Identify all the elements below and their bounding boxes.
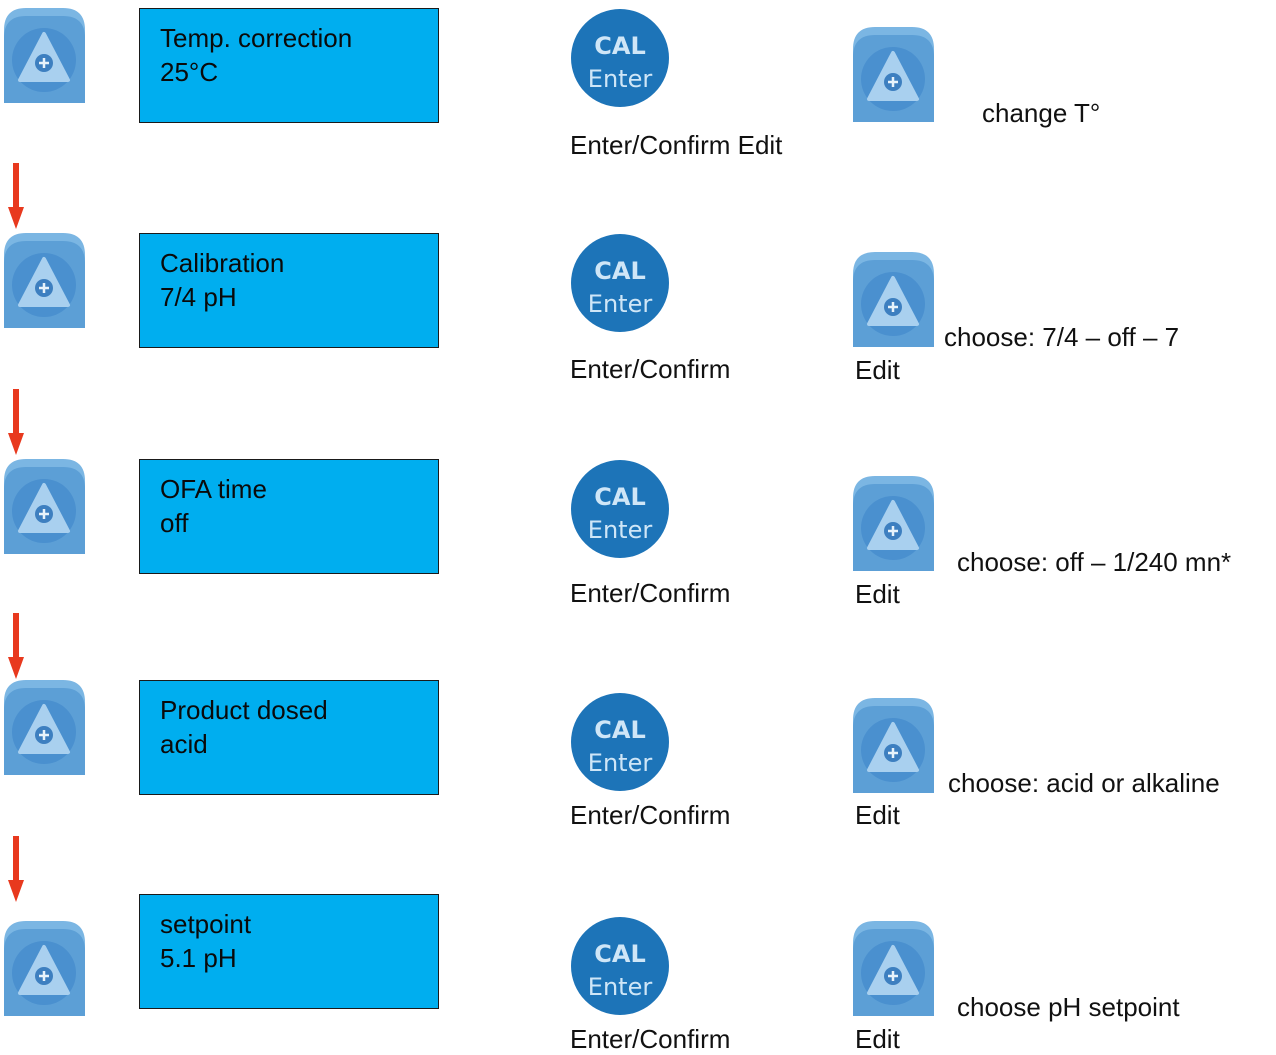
step-ofa-time: [0, 459, 1276, 619]
cal-text: CAL: [594, 716, 646, 744]
display-line-1: setpoint: [160, 909, 252, 939]
lcd-display: [139, 233, 439, 348]
choice-text: choose: off – 1/240 mn*: [957, 547, 1232, 577]
edit-label: Edit: [855, 1024, 900, 1054]
enter-text: Enter: [587, 973, 653, 1001]
display-line-2: 7/4 pH: [160, 282, 237, 312]
enter-text: Enter: [587, 290, 653, 318]
display-line-1: Product dosed: [160, 695, 328, 725]
down-arrow-icon: [8, 836, 24, 902]
cal-enter-button-icon[interactable]: [570, 692, 670, 792]
down-arrow-icon: [8, 389, 24, 455]
cal-text: CAL: [594, 257, 646, 285]
cal-text: CAL: [594, 32, 646, 60]
choice-text: choose: 7/4 – off – 7: [944, 322, 1180, 352]
enter-text: Enter: [587, 749, 653, 777]
display-line-1: OFA time: [160, 474, 267, 504]
lcd-display: [139, 680, 439, 795]
step-temp-correction: [0, 8, 1276, 168]
display-line-2: off: [160, 508, 189, 538]
cal-text: CAL: [594, 940, 646, 968]
cal-label: Enter/Confirm: [570, 578, 731, 608]
step-calibration: [0, 233, 1276, 393]
cal-text: CAL: [594, 483, 646, 511]
lcd-display: [139, 8, 439, 123]
up-nav-button-icon[interactable]: [4, 921, 85, 1016]
step-setpoint: [0, 894, 1276, 1054]
choice-text: choose pH setpoint: [957, 992, 1180, 1022]
cal-label: Enter/Confirm: [570, 1024, 731, 1054]
cal-label: Enter/Confirm Edit: [570, 130, 783, 160]
lcd-display: [139, 459, 439, 574]
cal-enter-button-icon[interactable]: [570, 233, 670, 333]
display-line-2: 5.1 pH: [160, 943, 237, 973]
edit-button-icon[interactable]: [853, 476, 934, 571]
edit-button-icon[interactable]: [853, 698, 934, 793]
display-line-2: acid: [160, 729, 208, 759]
choice-text: choose: acid or alkaline: [948, 768, 1220, 798]
lcd-display: [139, 894, 439, 1009]
up-nav-button-icon[interactable]: [4, 459, 85, 554]
choice-text: change T°: [982, 98, 1101, 128]
edit-button-icon[interactable]: [853, 27, 934, 122]
edit-label: Edit: [855, 355, 900, 385]
cal-label: Enter/Confirm: [570, 800, 731, 830]
enter-text: Enter: [587, 516, 653, 544]
edit-label: Edit: [855, 579, 900, 609]
edit-button-icon[interactable]: [853, 252, 934, 347]
down-arrow-icon: [8, 163, 24, 229]
step-product-dosed: [0, 680, 1276, 840]
enter-text: Enter: [587, 65, 653, 93]
display-line-2: 25°C: [160, 57, 219, 87]
cal-enter-button-icon[interactable]: [570, 459, 670, 559]
cal-label: Enter/Confirm: [570, 354, 731, 384]
cal-enter-button-icon[interactable]: [570, 916, 670, 1016]
edit-label: Edit: [855, 800, 900, 830]
down-arrow-icon: [8, 613, 24, 679]
display-line-1: Temp. correction: [160, 23, 353, 53]
up-nav-button-icon[interactable]: [4, 233, 85, 328]
up-nav-button-icon[interactable]: [4, 8, 85, 103]
edit-button-icon[interactable]: [853, 921, 934, 1016]
cal-enter-button-icon[interactable]: [570, 8, 670, 108]
display-line-1: Calibration: [160, 248, 285, 278]
up-nav-button-icon[interactable]: [4, 680, 85, 775]
